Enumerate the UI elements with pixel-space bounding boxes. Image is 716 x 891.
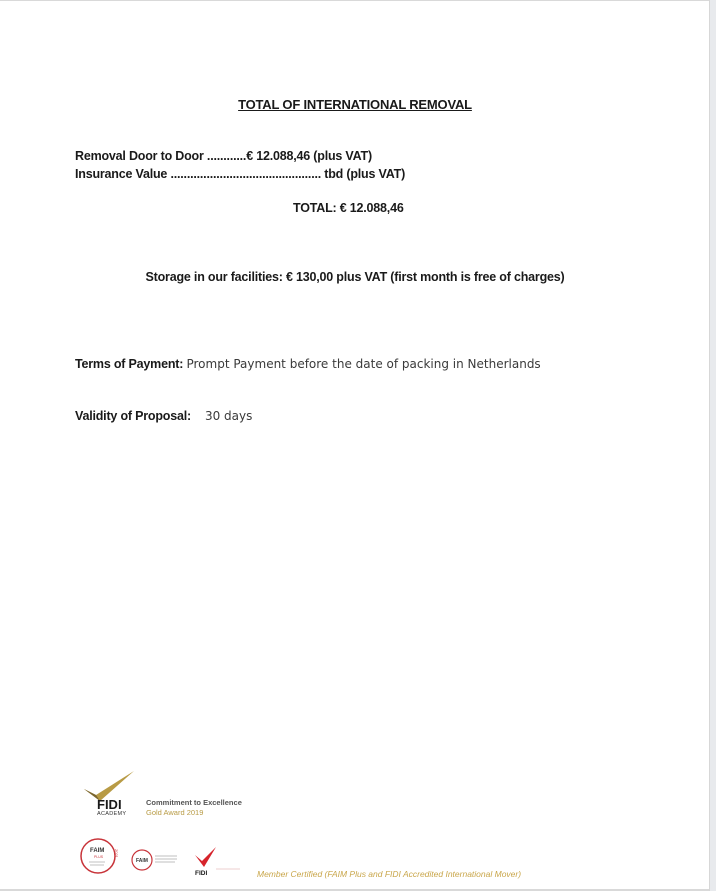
- fidi-small-wordmark: FIDI: [195, 870, 208, 877]
- insurance-value-line: Insurance Value .............................................. tbd (plus VAT): [75, 167, 406, 181]
- validity-value: 30 days: [204, 409, 253, 423]
- fidi-small-logo: [192, 847, 242, 877]
- fidi-wordmark: FIDI: [97, 797, 122, 812]
- member-certified-text: Member Certified (FAIM Plus and FIDI Accredited International Mover): [257, 869, 522, 879]
- fidi-academy-logo: [82, 771, 262, 821]
- total-line: TOTAL: € 12.088,46: [293, 201, 404, 215]
- terms-of-payment: [75, 357, 541, 371]
- faim-plus-2021-seal: [79, 837, 121, 875]
- faim-seal-plus: PLUS: [94, 855, 104, 859]
- fidi-academy-text: ACADEMY: [97, 811, 127, 817]
- faim-seal-year: 2021: [114, 849, 119, 858]
- scrollbar-edge[interactable]: [709, 0, 716, 891]
- terms-value: Prompt Payment before the date of packing in Netherlands: [186, 357, 541, 371]
- terms-label: Terms of Payment:: [75, 357, 184, 371]
- removal-cost-line: Removal Door to Door ............€ 12.088,46 (plus VAT): [75, 149, 372, 163]
- faim-seal-label: FAIM: [90, 848, 105, 854]
- faim-logo-label: FAIM: [136, 858, 148, 864]
- validity-label: Validity of Proposal:: [75, 409, 191, 423]
- page-title: TOTAL OF INTERNATIONAL REMOVAL: [238, 97, 472, 112]
- validity-of-proposal: [75, 409, 252, 423]
- commitment-text: Commitment to Excellence: [146, 798, 242, 807]
- faim-logo: [131, 848, 183, 872]
- storage-line: Storage in our facilities: € 130,00 plus VAT (first month is free of charges): [145, 270, 565, 284]
- gold-award-text: Gold Award 2019: [146, 808, 204, 817]
